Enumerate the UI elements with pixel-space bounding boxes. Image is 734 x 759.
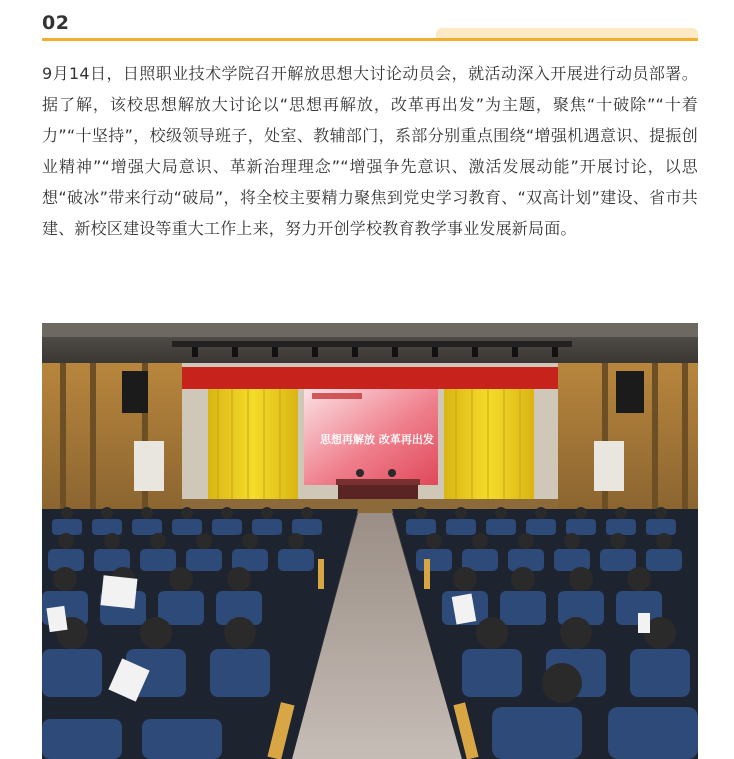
article-paragraph: 9月14日，日照职业技术学院召开解放思想大讨论动员会，就活动深入开展进行动员部署。据了解，该校思想解放大讨论以“思想再解放，改革再出发”为主题，聚焦“十破除”“十着力”“十坚持”，校级领导班子，处室、教辅部门，系部分别重点围绕“增强机遇意识、提振创业精神”“增强大局意识、革新治理理念”“增强争先意识、激活发展动能”开展讨论，以思想“破冰”带来行动“破局”，将全校主要精力聚焦到党史学习教育、“双高计划”建设、省市共建、新校区建设等重大工作上来，努力开创学校教育教学事业发展新局面。 — [42, 64, 698, 238]
meeting-photo — [42, 323, 698, 759]
screen-slogan: 思想再解放 改革再出发 — [320, 433, 434, 446]
header-divider — [42, 38, 698, 41]
header-decoration — [436, 28, 698, 38]
section-header — [42, 10, 698, 44]
section-number: 02 — [42, 12, 70, 34]
auditorium-illustration — [42, 323, 698, 759]
